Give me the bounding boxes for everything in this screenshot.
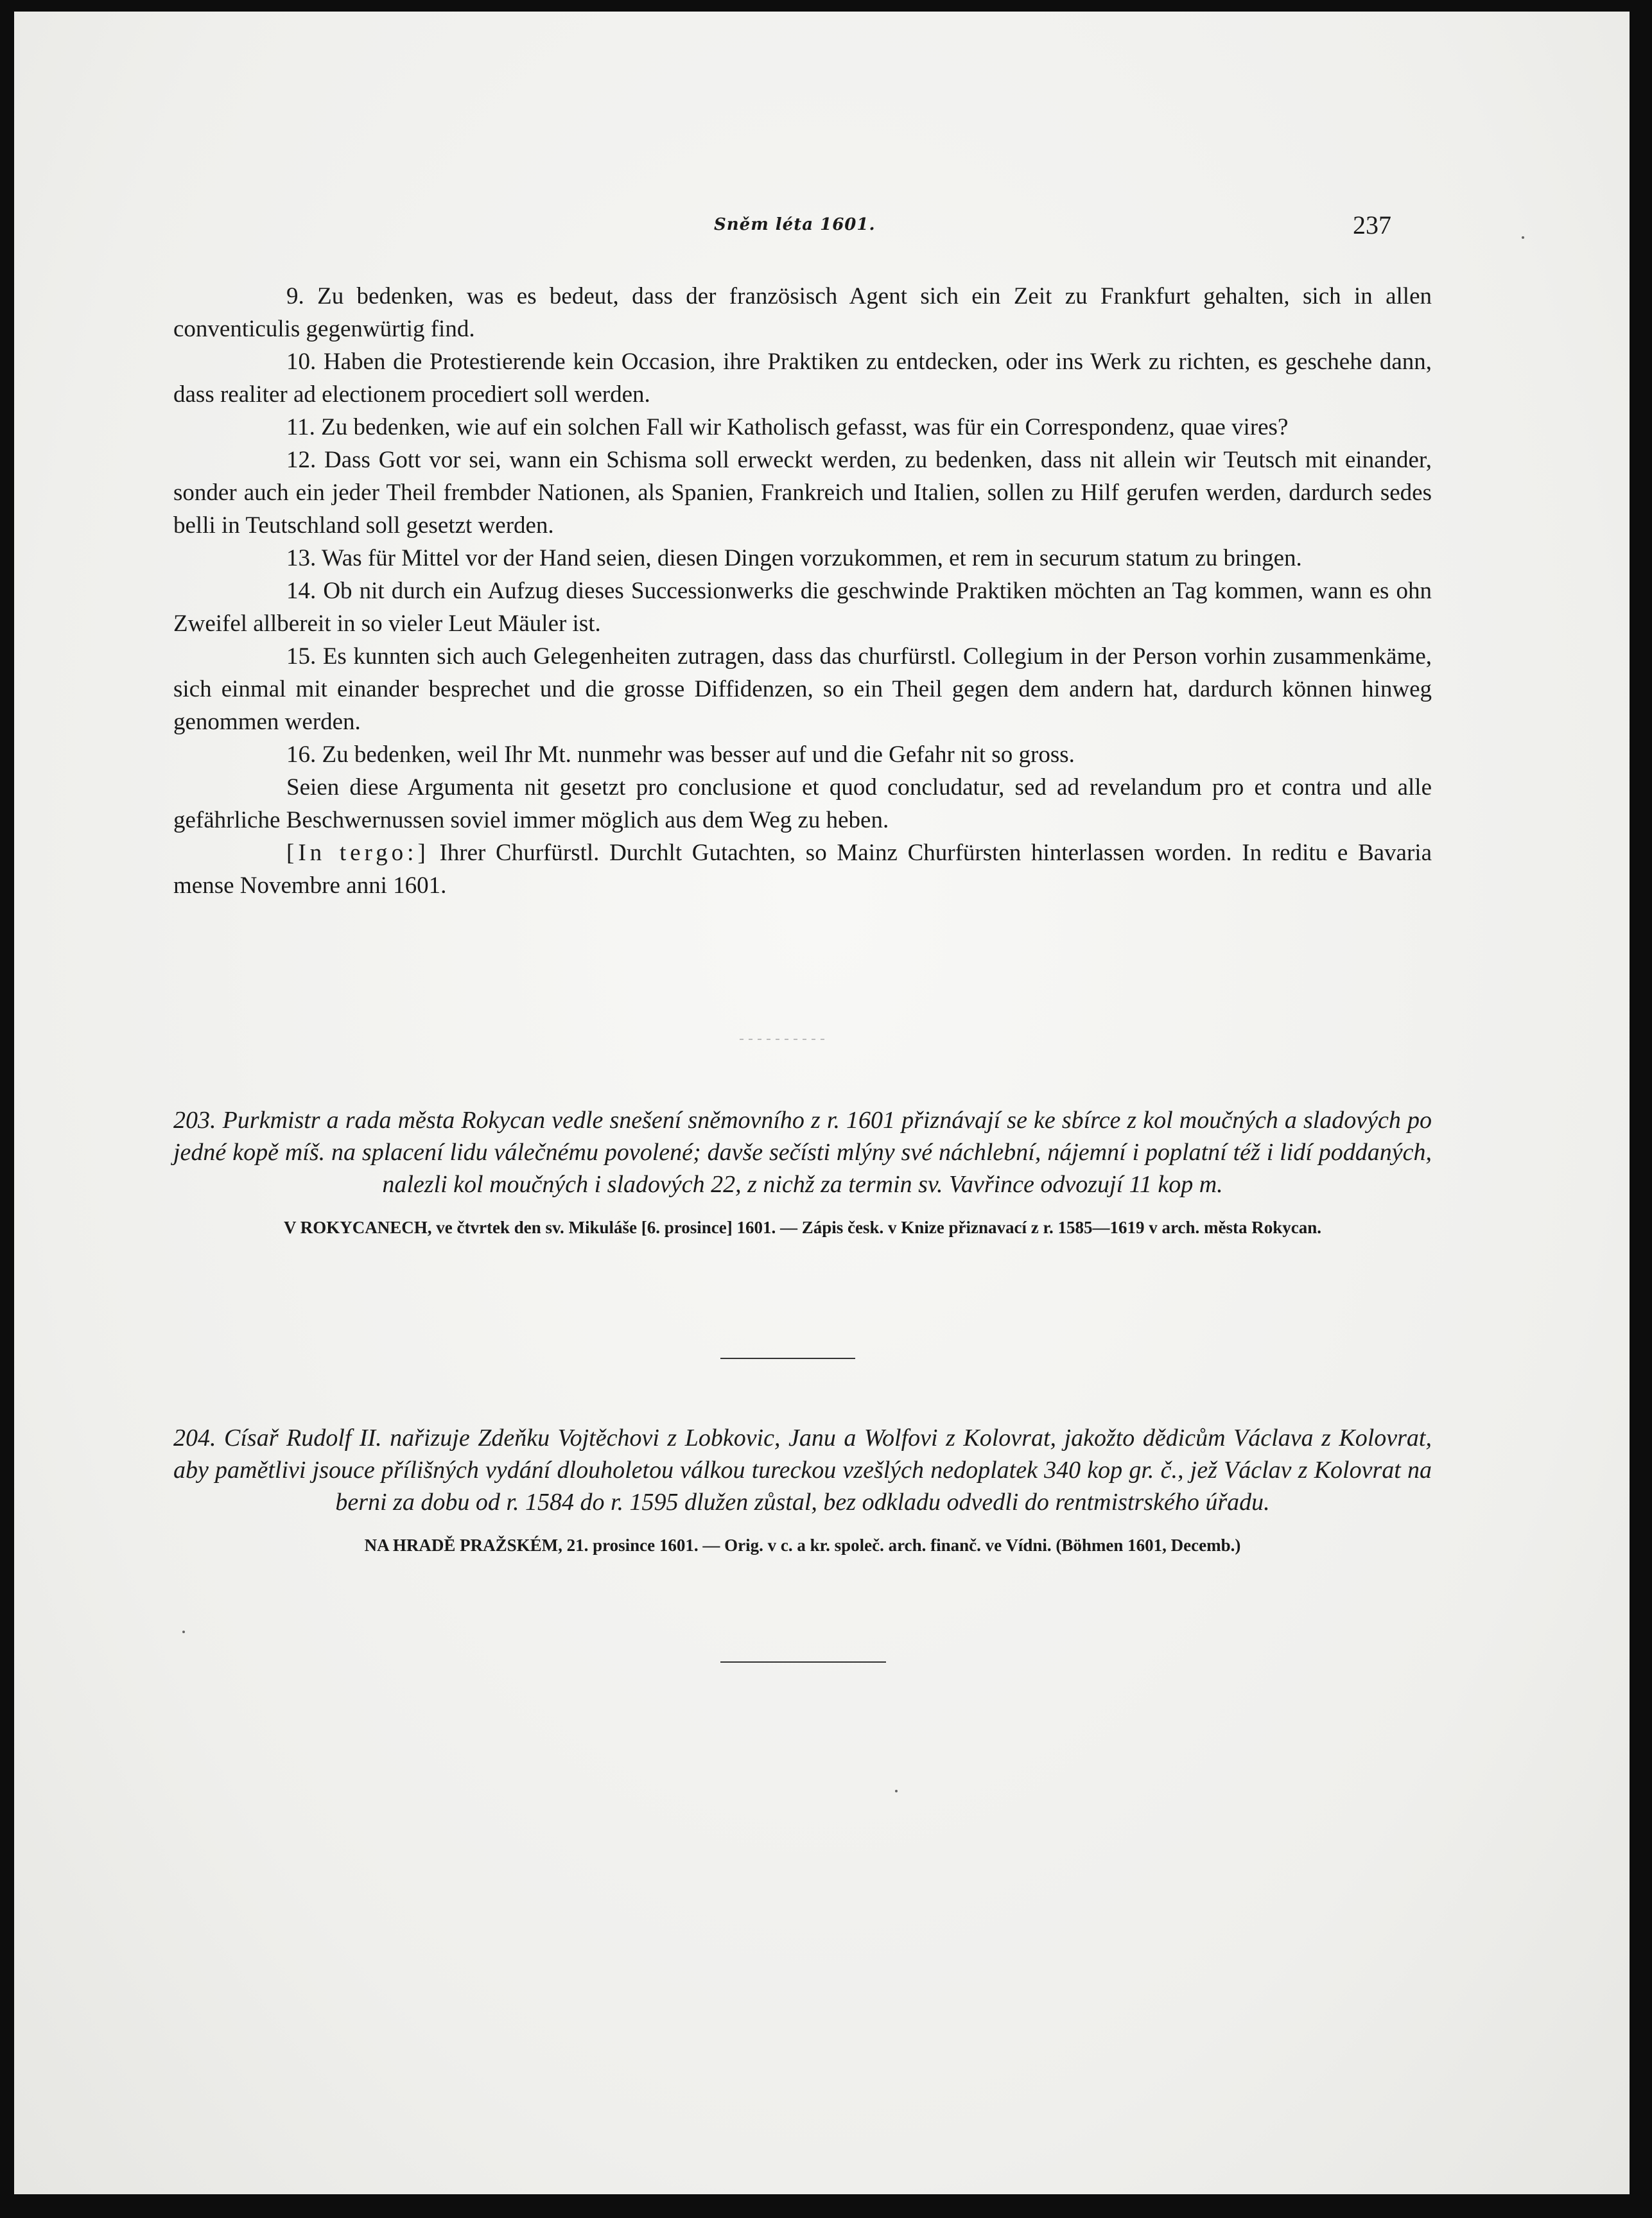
- page-header: [14, 207, 1630, 246]
- entry-regest: 204. Císař Rudolf II. nařizuje Zdeňku Vojtěchovi z Lobkovic, Janu a Wolfovi z Kolovrat, jakožto dědicům Václava z Kolovrat, aby pamětlivi jsouce přílišných vydání dlouholetou válkou tureckou vzešlých nedoplatek 340 kop gr. č., jež Václav z Kolovrat na berni za dobu od r. 1584 do r. 1595 dlužen zůstal, bez odkladu odvedli do rentmistrského úřadu.: [173, 1425, 1432, 1516]
- entry-source: NA HRADĚ PRAŽSKÉM, 21. prosince 1601. — Orig. v c. a kr. společ. arch. finanč. ve Vídni. (Böhmen 1601, Decemb.): [364, 1536, 1241, 1555]
- document-entry-203: [173, 1104, 1432, 1239]
- endorsement-label: [In tergo:]: [286, 840, 430, 866]
- scan-speck: [1522, 236, 1524, 239]
- scan-speck: [182, 1631, 185, 1633]
- paragraph-item-9: 9. Zu bedenken, was es bedeut, dass der französisch Agent sich ein Zeit zu Frankfurt gehalten, sich in allen conventiculis gegenwürtig find.: [173, 283, 1432, 342]
- paragraph-item-16: 16. Zu bedenken, weil Ihr Mt. nunmehr was besser auf und die Gefahr nit so gross.: [286, 741, 1075, 768]
- paragraph-conclusion: Seien diese Argumenta nit gesetzt pro conclusione et quod concludatur, sed ad revelandum pro et contra und alle gefährliche Beschwernussen soviel immer möglich aus dem Weg zu heben.: [173, 774, 1432, 833]
- paragraph-item-12: 12. Dass Gott vor sei, wann ein Schisma soll erweckt werden, zu bedenken, dass nit allein wir Teutsch mit einander, sonder auch ein jeder Theil frembder Nationen, als Spanien, Frankreich und Italien, sollen zu Hilf gerufen werden, dardurch sedes belli in Teutschland soll gesetzt werden.: [173, 447, 1432, 539]
- endorsement-text: Ihrer Churfürstl. Durchlt Gutachten, so Mainz Churfürsten hinterlassen worden. In reditu e Bavaria mense Novembre anni 1601.: [173, 840, 1432, 899]
- paragraph-item-14: 14. Ob nit durch ein Aufzug dieses Successionwerks die geschwinde Praktiken möchten an Tag kommen, wann es ohn Zweifel allbereit in so vieler Leut Mäuler ist.: [173, 578, 1432, 637]
- book-page: [14, 12, 1630, 2194]
- scan-speck: [895, 1790, 898, 1792]
- section-divider: [720, 1358, 855, 1359]
- section-divider: [720, 1661, 886, 1663]
- paragraph-item-15: 15. Es kunnten sich auch Gelegenheiten zutragen, dass das churfürstl. Collegium in der Person vorhin zusammenkäme, sich einmal mit einander besprechet und die grosse Diffidenzen, so ein Theil gegen dem andern hat, dardurch können hinweg genommen werden.: [173, 643, 1432, 735]
- paragraph-item-11: 11. Zu bedenken, wie auf ein solchen Fall wir Katholisch gefasst, was für ein Correspondenz, quae vires?: [286, 414, 1289, 440]
- paragraph-item-10: 10. Haben die Protestierende kein Occasion, ihre Praktiken zu entdecken, oder ins Werk zu richten, es geschehe dann, dass realiter ad electionem procediert soll werden.: [173, 349, 1432, 408]
- document-entry-204: [173, 1422, 1432, 1557]
- endorsement-paragraph: [173, 836, 1432, 902]
- running-head: Sněm léta 1601.: [714, 215, 876, 234]
- page-number: 237: [1353, 211, 1391, 239]
- paragraph-item-13: 13. Was für Mittel vor der Hand seien, diesen Dingen vorzukommen, et rem in securum statum zu bringen.: [286, 545, 1302, 571]
- main-text: [173, 280, 1432, 902]
- entry-regest: 203. Purkmistr a rada města Rokycan vedle snešení sněmovního z r. 1601 přiznávají se ke sbírce z kol moučných a sladových po jedné kopě míš. na splacení lidu válečnému povolené; davše sečísti mlýny své náchlební, nájemní i poplatní též i lidí poddaných, nalezli kol moučných i sladových 22, z nichž za termin sv. Vavřince odvozují 11 kop m.: [173, 1107, 1432, 1198]
- dotted-separator: [740, 1039, 830, 1040]
- entry-source: V ROKYCANECH, ve čtvrtek den sv. Mikuláše [6. prosince] 1601. — Zápis česk. v Knize přiznavací z r. 1585—1619 v arch. města Rokycan.: [284, 1218, 1321, 1237]
